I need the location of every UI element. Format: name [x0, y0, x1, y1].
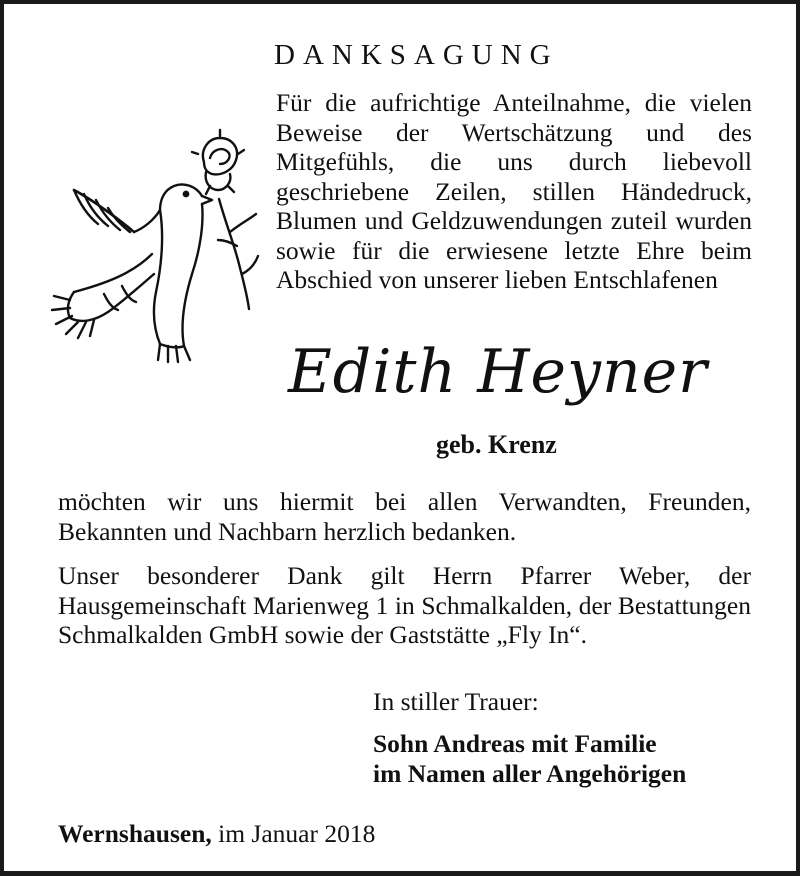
- notice-heading: DANKSAGUNG: [274, 39, 559, 71]
- thanks-paragraph: möchten wir uns hiermit bei allen Verwandten, Freunden, Bekannten und Nachbarn herzlich bedanken.: [58, 487, 751, 546]
- mourning-label: In stiller Trauer:: [373, 687, 539, 716]
- special-thanks-paragraph: Unser besonderer Dank gilt Herrn Pfarrer Weber, der Hausgemeinschaft Marienweg 1 in Schmalkalden, der Bestattungen Schmalkalden GmbH sowie der Gaststätte „Fly In“.: [58, 561, 751, 649]
- dove-with-rose-icon: [34, 124, 264, 384]
- family-line-2: im Namen aller Angehörigen: [373, 759, 687, 788]
- intro-paragraph: Für die aufrichtige Anteilnahme, die vielen Beweise der Wertschätzung und des Mitgefühls, die uns durch liebevoll geschriebene Zeilen, stillen Händedruck, Blumen und Geldzuwendungen zuteil wurden sowie für die erwiesene letzte Ehre beim Abschied von unserer lieben Entschlafenen: [276, 88, 752, 294]
- place-date: im Januar 2018: [218, 819, 376, 848]
- place-and-date: [58, 819, 375, 849]
- deceased-name: Edith Heyner: [288, 337, 708, 407]
- family-line-1: Sohn Andreas mit Familie: [373, 729, 657, 758]
- maiden-name: geb. Krenz: [436, 430, 557, 459]
- family-signature: [373, 729, 686, 789]
- place-town: Wernshausen,: [58, 819, 212, 848]
